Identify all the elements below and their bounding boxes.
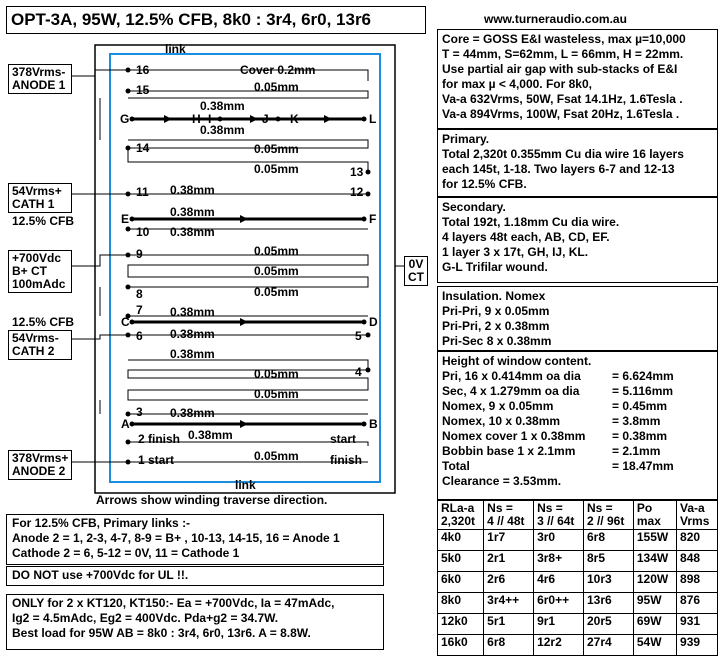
- pin-11: 11: [136, 185, 149, 199]
- secondary-box: Secondary. Total 192t, 1.18mm Cu dia wire. 4 layers 48t each, AB, CD, EF. 1 layer 3 x 17t, GH, IJ, KL. G-L Trifilar wound.: [437, 197, 718, 283]
- svg-text:0.05mm: 0.05mm: [254, 162, 299, 176]
- pin-1: 1 start: [138, 453, 175, 467]
- link-label-bottom: link: [235, 478, 256, 492]
- svg-text:0.38mm: 0.38mm: [200, 123, 245, 137]
- anode1-label: 378Vrms- ANODE 1: [8, 64, 72, 94]
- term-D: D: [369, 315, 378, 329]
- term-C: C: [121, 315, 130, 329]
- term-L: L: [369, 112, 377, 126]
- svg-text:0.38mm: 0.38mm: [200, 99, 245, 113]
- dimension-labels: [170, 80, 299, 463]
- pin-2: 2 finish: [138, 432, 181, 446]
- finish-label: finish: [330, 453, 362, 467]
- svg-text:0.05mm: 0.05mm: [254, 449, 299, 463]
- term-B: B: [369, 417, 378, 431]
- term-A: A: [121, 417, 130, 431]
- svg-text:0.38mm: 0.38mm: [188, 428, 233, 442]
- pin-3: 3: [136, 405, 143, 419]
- pin-16: 16: [136, 63, 150, 77]
- svg-text:0.38mm: 0.38mm: [170, 327, 215, 341]
- arrows-note: Arrows show winding traverse direction.: [96, 493, 328, 507]
- svg-text:0.05mm: 0.05mm: [254, 285, 299, 299]
- svg-text:0.38mm: 0.38mm: [170, 305, 215, 319]
- svg-text:0.38mm: 0.38mm: [170, 183, 215, 197]
- pin-6: 6: [136, 329, 143, 343]
- svg-text:0.05mm: 0.05mm: [254, 80, 299, 94]
- cfb-links-box: For 12.5% CFB, Primary links :- Anode 2 = 1, 2-3, 4-7, 8-9 = B+ , 10-13, 14-15, 16 = Anode 1 Cathode 2 = 6, 5-12 = 0V, 11 = Cathode 1: [6, 514, 384, 565]
- load-table: [437, 500, 718, 656]
- cover-label: Cover 0.2mm: [240, 63, 316, 77]
- terminal-dots: [126, 68, 371, 465]
- pin-12: 12: [350, 185, 364, 199]
- cfb-label-lower: 12.5% CFB: [12, 315, 75, 329]
- term-H: H: [192, 112, 201, 126]
- pin-9: 9: [136, 247, 143, 261]
- pin-4: 4: [355, 365, 362, 379]
- warning-box: DO NOT use +700Vdc for UL !!.: [6, 566, 384, 586]
- table-row: 16k0 6r8 12r2 27r4 54W 939: [438, 635, 718, 656]
- insulation-box: Insulation. Nomex Pri-Pri, 9 x 0.05mm Pri-Pri, 2 x 0.38mm Pri-Sec 8 x 0.38mm: [437, 286, 718, 351]
- term-E: E: [121, 212, 130, 226]
- pin-15: 15: [136, 83, 150, 97]
- cfb-label-upper: 12.5% CFB: [12, 214, 75, 228]
- table-row: 8k0 3r4++ 6r0++ 13r6 95W 876: [438, 593, 718, 614]
- primary-layers: [100, 70, 395, 462]
- svg-text:0.38mm: 0.38mm: [170, 406, 215, 420]
- bobbin-frame: [95, 45, 395, 493]
- pin-7: 7: [136, 303, 143, 317]
- term-I: I: [208, 112, 212, 126]
- core-box: Core = GOSS E&I wasteless, max µ=10,000 T = 44mm, S=62mm, L = 66mm, H = 22mm. Use partial air gap with sub-stacks of E&I for max µ < 4,000. For 8k0, Va-a 632Vrms, 50W, Fsat 14.1Hz, 1.6Tesla . Va-a 894Vrms, 100W, Fsat 20Hz, 1.6Tesla .: [437, 29, 718, 129]
- svg-text:0.05mm: 0.05mm: [254, 387, 299, 401]
- primary-box: Primary. Total 2,320t 0.355mm Cu dia wire 16 layers each 145t, 1-18. Two layers 6-7 and 12-13 for 12.5% CFB.: [437, 129, 718, 197]
- pin-14: 14: [136, 141, 150, 155]
- website-url[interactable]: www.turneraudio.com.au: [484, 12, 627, 26]
- height-box: Height of window content. Pri, 16 x 0.414mm oa dia = 6.624mm Sec, 4 x 1.279mm oa dia = 5.116mm Nomex, 9 x 0.05mm = 0.45mm Nomex, 10 x 0.38mm = 3.8mm Nomex cover 1 x 0.38mm = 0.38mm Bobbin base 1 x 2.1mm = 2.1mm Total = 18.47mm Clearance = 3.53mm.: [437, 351, 718, 500]
- zero-volt-label: 0V CT: [404, 256, 428, 286]
- svg-text:0.38mm: 0.38mm: [170, 225, 215, 239]
- link-label-top: link: [165, 42, 186, 56]
- kt120-note-box: ONLY for 2 x KT120, KT150:- Ea = +700Vdc, Ia = 47mAdc, Ig2 = 4.5mAdc, Eg2 = 400Vdc. Pda+g2 = 34.7W. Best load for 95W AB = 8k0 : 3r4, 6r0, 13r6. A = 8.8W.: [6, 594, 384, 650]
- term-K: K: [290, 112, 299, 126]
- start-label: start: [330, 432, 357, 446]
- table-row: 5k0 2r1 3r8+ 8r5 134W 848: [438, 551, 718, 572]
- table-row: RLa-a 2,320t Ns = 4 // 48t Ns = 3 // 64t Ns = 2 // 96t Po max Va-a Vrms: [438, 501, 718, 530]
- table-row: 6k0 2r6 4r6 10r3 120W 898: [438, 572, 718, 593]
- svg-text:0.05mm: 0.05mm: [254, 264, 299, 278]
- svg-text:0.05mm: 0.05mm: [254, 142, 299, 156]
- cath1-label: 54Vrms+ CATH 1: [8, 183, 72, 213]
- bplus-label: +700Vdc B+ CT 100mAdc: [8, 250, 72, 293]
- table-row: 4k0 1r7 3r0 6r8 155W 820: [438, 530, 718, 551]
- pin-5: 5: [355, 329, 362, 343]
- term-F: F: [369, 212, 377, 226]
- cath2-label: 54Vrms- CATH 2: [8, 330, 72, 360]
- pin-10: 10: [136, 225, 150, 239]
- pin-8: 8: [136, 287, 143, 301]
- pin-13: 13: [350, 165, 364, 179]
- anode2-label: 378Vrms+ ANODE 2: [8, 450, 72, 480]
- page-title: OPT-3A, 95W, 12.5% CFB, 8k0 : 3r4, 6r0, 13r6: [6, 6, 426, 34]
- svg-text:0.05mm: 0.05mm: [254, 244, 299, 258]
- svg-text:0.38mm: 0.38mm: [170, 205, 215, 219]
- svg-text:0.38mm: 0.38mm: [170, 347, 215, 361]
- term-G: G: [120, 112, 130, 126]
- table-row: 12k0 5r1 9r1 20r5 69W 931: [438, 614, 718, 635]
- term-J: J: [262, 112, 269, 126]
- svg-text:0.05mm: 0.05mm: [254, 367, 299, 381]
